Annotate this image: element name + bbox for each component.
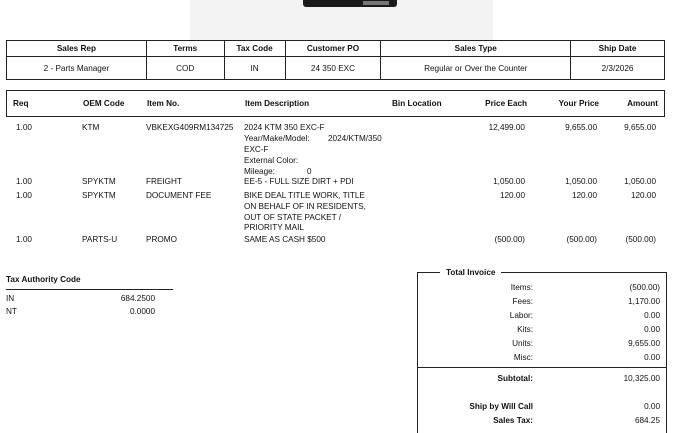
cell-item-no: VBKEXG409RM134725 [146,123,234,132]
cell-description-mileage-label: Mileage: [244,167,275,176]
header-label-terms: Terms [146,41,224,57]
total-value: 9,655.00 [628,339,660,348]
col-amount: Amount [627,99,658,108]
subtotal-label: Subtotal: [497,374,533,383]
total-line-labor [418,311,666,323]
cell-description: 2024 KTM 350 EXC-F [244,123,325,132]
line-items-header [6,90,665,117]
cell-item-no: FREIGHT [146,177,182,186]
total-label: Labor: [509,311,533,320]
cell-price-each: 120.00 [499,191,525,200]
total-line-fees [418,297,666,309]
total-invoice-box [417,268,667,433]
cell-your-price: 9,655.00 [565,123,597,132]
cell-description-ymm-label: Year/Make/Model: [244,134,310,143]
cell-req: 1.00 [16,235,32,244]
tax-authority-amount: 684.2500 [120,294,155,303]
col-your-price: Your Price [558,99,599,108]
dealer-logo [303,0,397,7]
col-item-description: Item Description [245,99,310,108]
total-label: Misc: [513,353,533,362]
cell-your-price: (500.00) [566,235,597,244]
cell-oem-code: SPYKTM [82,191,116,200]
cell-description-ymm-value: 2024/KTM/350 [328,134,382,143]
tax-authority-code: NT [6,307,17,316]
sales-tax-value: 684.25 [634,416,660,425]
cell-your-price: 1,050.00 [565,177,597,186]
cell-oem-code: KTM [82,123,100,132]
total-label: Fees: [512,297,533,306]
header-label-sales-rep: Sales Rep [7,41,147,57]
cell-description-color: External Color: [244,156,299,165]
invoice-header-table [6,40,665,80]
tax-authority-row [6,303,173,316]
tax-authority-amount: 0.0000 [129,307,155,316]
header-label-sales-type: Sales Type [381,41,571,57]
total-line-subtotal [418,374,666,386]
cell-oem-code: SPYKTM [82,177,116,186]
tax-authority-code: IN [6,294,15,303]
col-req: Req [13,99,29,108]
cell-amount: 120.00 [630,191,656,200]
cell-description-ymm-cont: EXC-F [244,145,269,154]
header-value-tax-code: IN [224,57,285,80]
col-price-each: Price Each [485,99,527,108]
header-value-sales-rep: 2 - Parts Manager [7,57,147,80]
cell-amount: (500.00) [625,235,656,244]
total-invoice-title: Total Invoice [440,268,501,277]
total-line-misc [418,353,666,365]
cell-req: 1.00 [16,191,32,200]
cell-oem-code: PARTS-U [82,235,118,244]
total-value: 0.00 [644,325,660,334]
total-value: 0.00 [644,353,660,362]
col-bin-location: Bin Location [392,99,442,108]
line-items-table [6,90,665,244]
cell-item-no: DOCUMENT FEE [146,191,212,200]
cell-your-price: 120.00 [571,191,597,200]
total-label: Kits: [517,325,533,334]
cell-req: 1.00 [16,123,32,132]
header-value-customer-po: 24 350 EXC [285,57,381,80]
total-line-kits [418,325,666,337]
total-value: 0.00 [644,311,660,320]
total-line-units [418,339,666,351]
subtotal-divider [418,367,666,368]
ship-label: Ship by Will Call [469,402,533,411]
cell-description: BIKE DEAL TITLE WORK, TITLE ON BEHALF OF IN RESIDENTS, OUT OF STATE PACKET / PRIORITY MAIL [244,191,366,233]
cell-price-each: (500.00) [494,235,525,244]
tax-authority-title: Tax Authority Code [6,275,173,290]
tax-authority-row [6,290,173,303]
subtotal-value: 10,325.00 [623,374,660,383]
col-item-no: Item No. [147,99,180,108]
cell-price-each: 12,499.00 [488,123,525,132]
cell-amount: 9,655.00 [624,123,656,132]
total-line-sales-tax [418,416,666,428]
total-line-items [418,283,666,295]
sales-tax-label: Sales Tax: [493,416,533,425]
cell-item-no: PROMO [146,235,177,244]
tax-authority-section [6,275,173,316]
cell-price-each: 1,050.00 [493,177,525,186]
cell-amount: 1,050.00 [624,177,656,186]
total-label: Items: [510,283,533,292]
header-value-sales-type: Regular or Over the Counter [381,57,571,80]
header-label-customer-po: Customer PO [285,41,381,57]
total-value: (500.00) [629,283,660,292]
header-value-terms: COD [146,57,224,80]
col-oem-code: OEM Code [83,99,125,108]
cell-req: 1.00 [16,177,32,186]
cell-description: EE-5 - FULL SIZE DIRT + PDI [244,177,354,186]
total-label: Units: [512,339,533,348]
header-label-ship-date: Ship Date [571,41,665,57]
total-line-ship [418,402,666,414]
header-label-tax-code: Tax Code [224,41,285,57]
header-value-ship-date: 2/3/2026 [571,57,665,80]
total-value: 1,170.00 [628,297,660,306]
cell-description-mileage-value: 0 [307,167,312,176]
cell-description: SAME AS CASH $500 [244,235,326,244]
ship-value: 0.00 [644,402,660,411]
